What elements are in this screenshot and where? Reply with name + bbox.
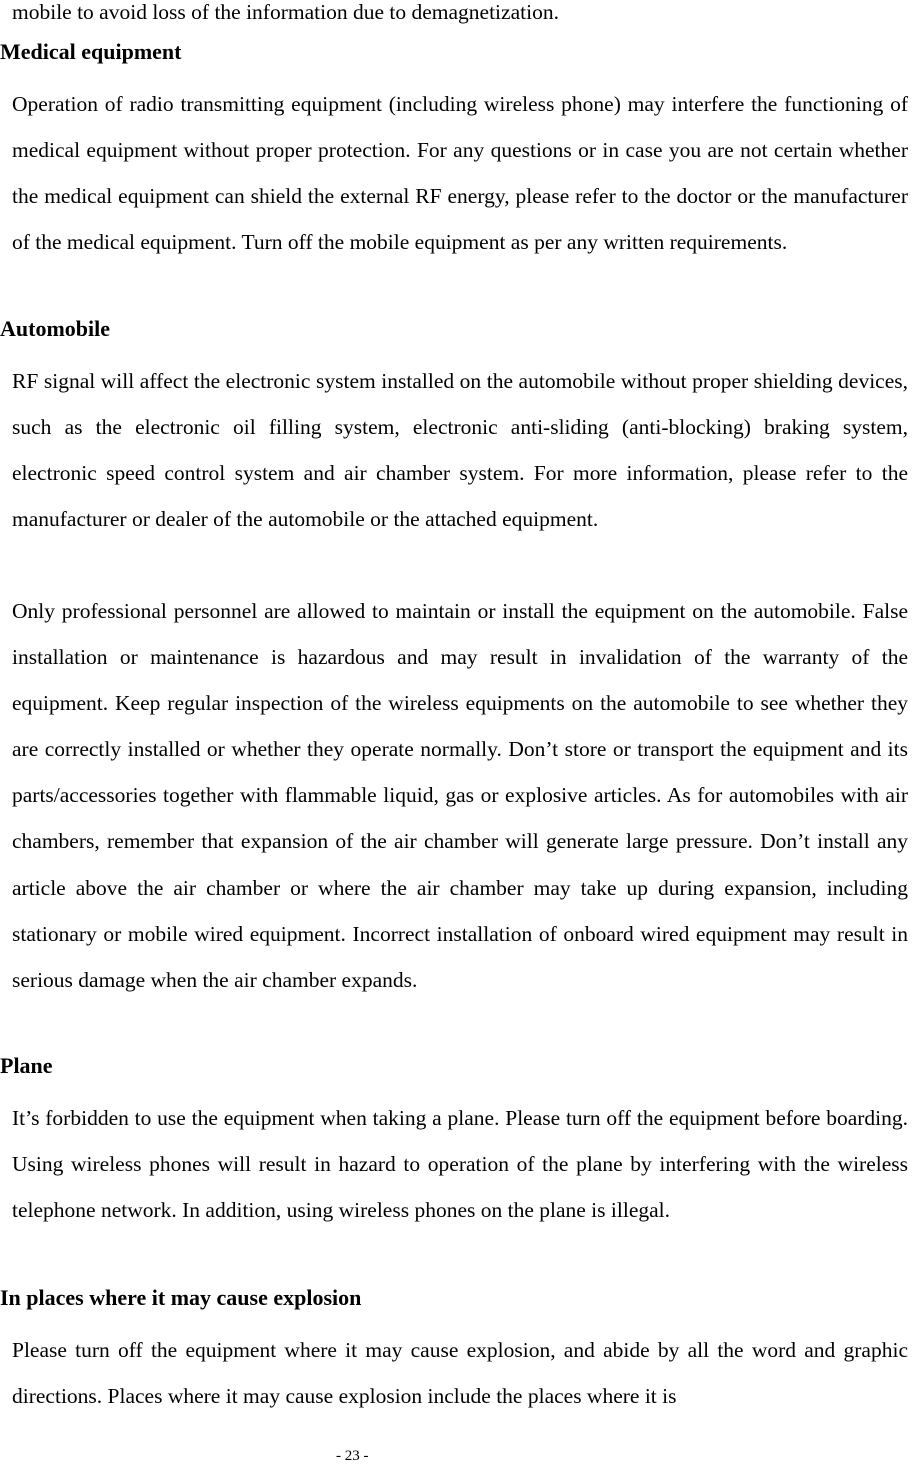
paragraph-medical-equipment: Operation of radio transmitting equipment (including wireless phone) may interfere the functioning of medical equipment without proper protection. For any questions or in case you are not certain whether the medical equipment can shield the external RF energy, please refer to the doctor or the manufacturer of the medical equipment. Turn off the mobile equipment as per any written requirements. — [12, 92, 908, 255]
paragraph-automobile-rf-signal: RF signal will affect the electronic system installed on the automobile without proper shielding devices, such as the electronic oil filling system, electronic anti-sliding (anti-blocking) braking system, electronic speed control system and air chamber system. For more information, please refer to the manufacturer or dealer of the automobile or the attached equipment. — [12, 369, 908, 532]
paragraph-plane: It’s forbidden to use the equipment when taking a plane. Please turn off the equipment before boarding. Using wireless phones will result in hazard to operation of the plane by interfering with the wireless telephone network. In addition, using wireless phones on the plane is illegal. — [12, 1106, 908, 1223]
page-number: - 23 - — [336, 1448, 369, 1464]
heading-automobile: Automobile — [0, 316, 110, 341]
paragraph-explosion: Please turn off the equipment where it may cause explosion, and abide by all the word and graphic directions. Places where it may cause explosion include the places where it is — [12, 1338, 908, 1409]
heading-explosion: In places where it may cause explosion — [0, 1285, 362, 1310]
heading-medical-equipment: Medical equipment — [0, 39, 182, 64]
heading-plane: Plane — [0, 1053, 53, 1078]
paragraph-automobile-installation: Only professional personnel are allowed to maintain or install the equipment on the automobile. False installation or maintenance is hazardous and may result in invalidation of the warranty of the equipment. Keep regular inspection of the wireless equipments on the automobile to see whether they are correctly installed or whether they operate normally. Don’t store or transport the equipment and its parts/accessories together with flammable liquid, gas or explosive articles. As for automobiles with air chambers, remember that expansion of the air chamber will generate large pressure. Don’t install any article above the air chamber or where the air chamber may take up during expansion, including stationary or mobile wired equipment. Incorrect installation of onboard wired equipment may result in serious damage when the air chamber expands. — [12, 599, 908, 992]
continuation-paragraph: mobile to avoid loss of the information due to demagnetization. — [12, 0, 559, 24]
